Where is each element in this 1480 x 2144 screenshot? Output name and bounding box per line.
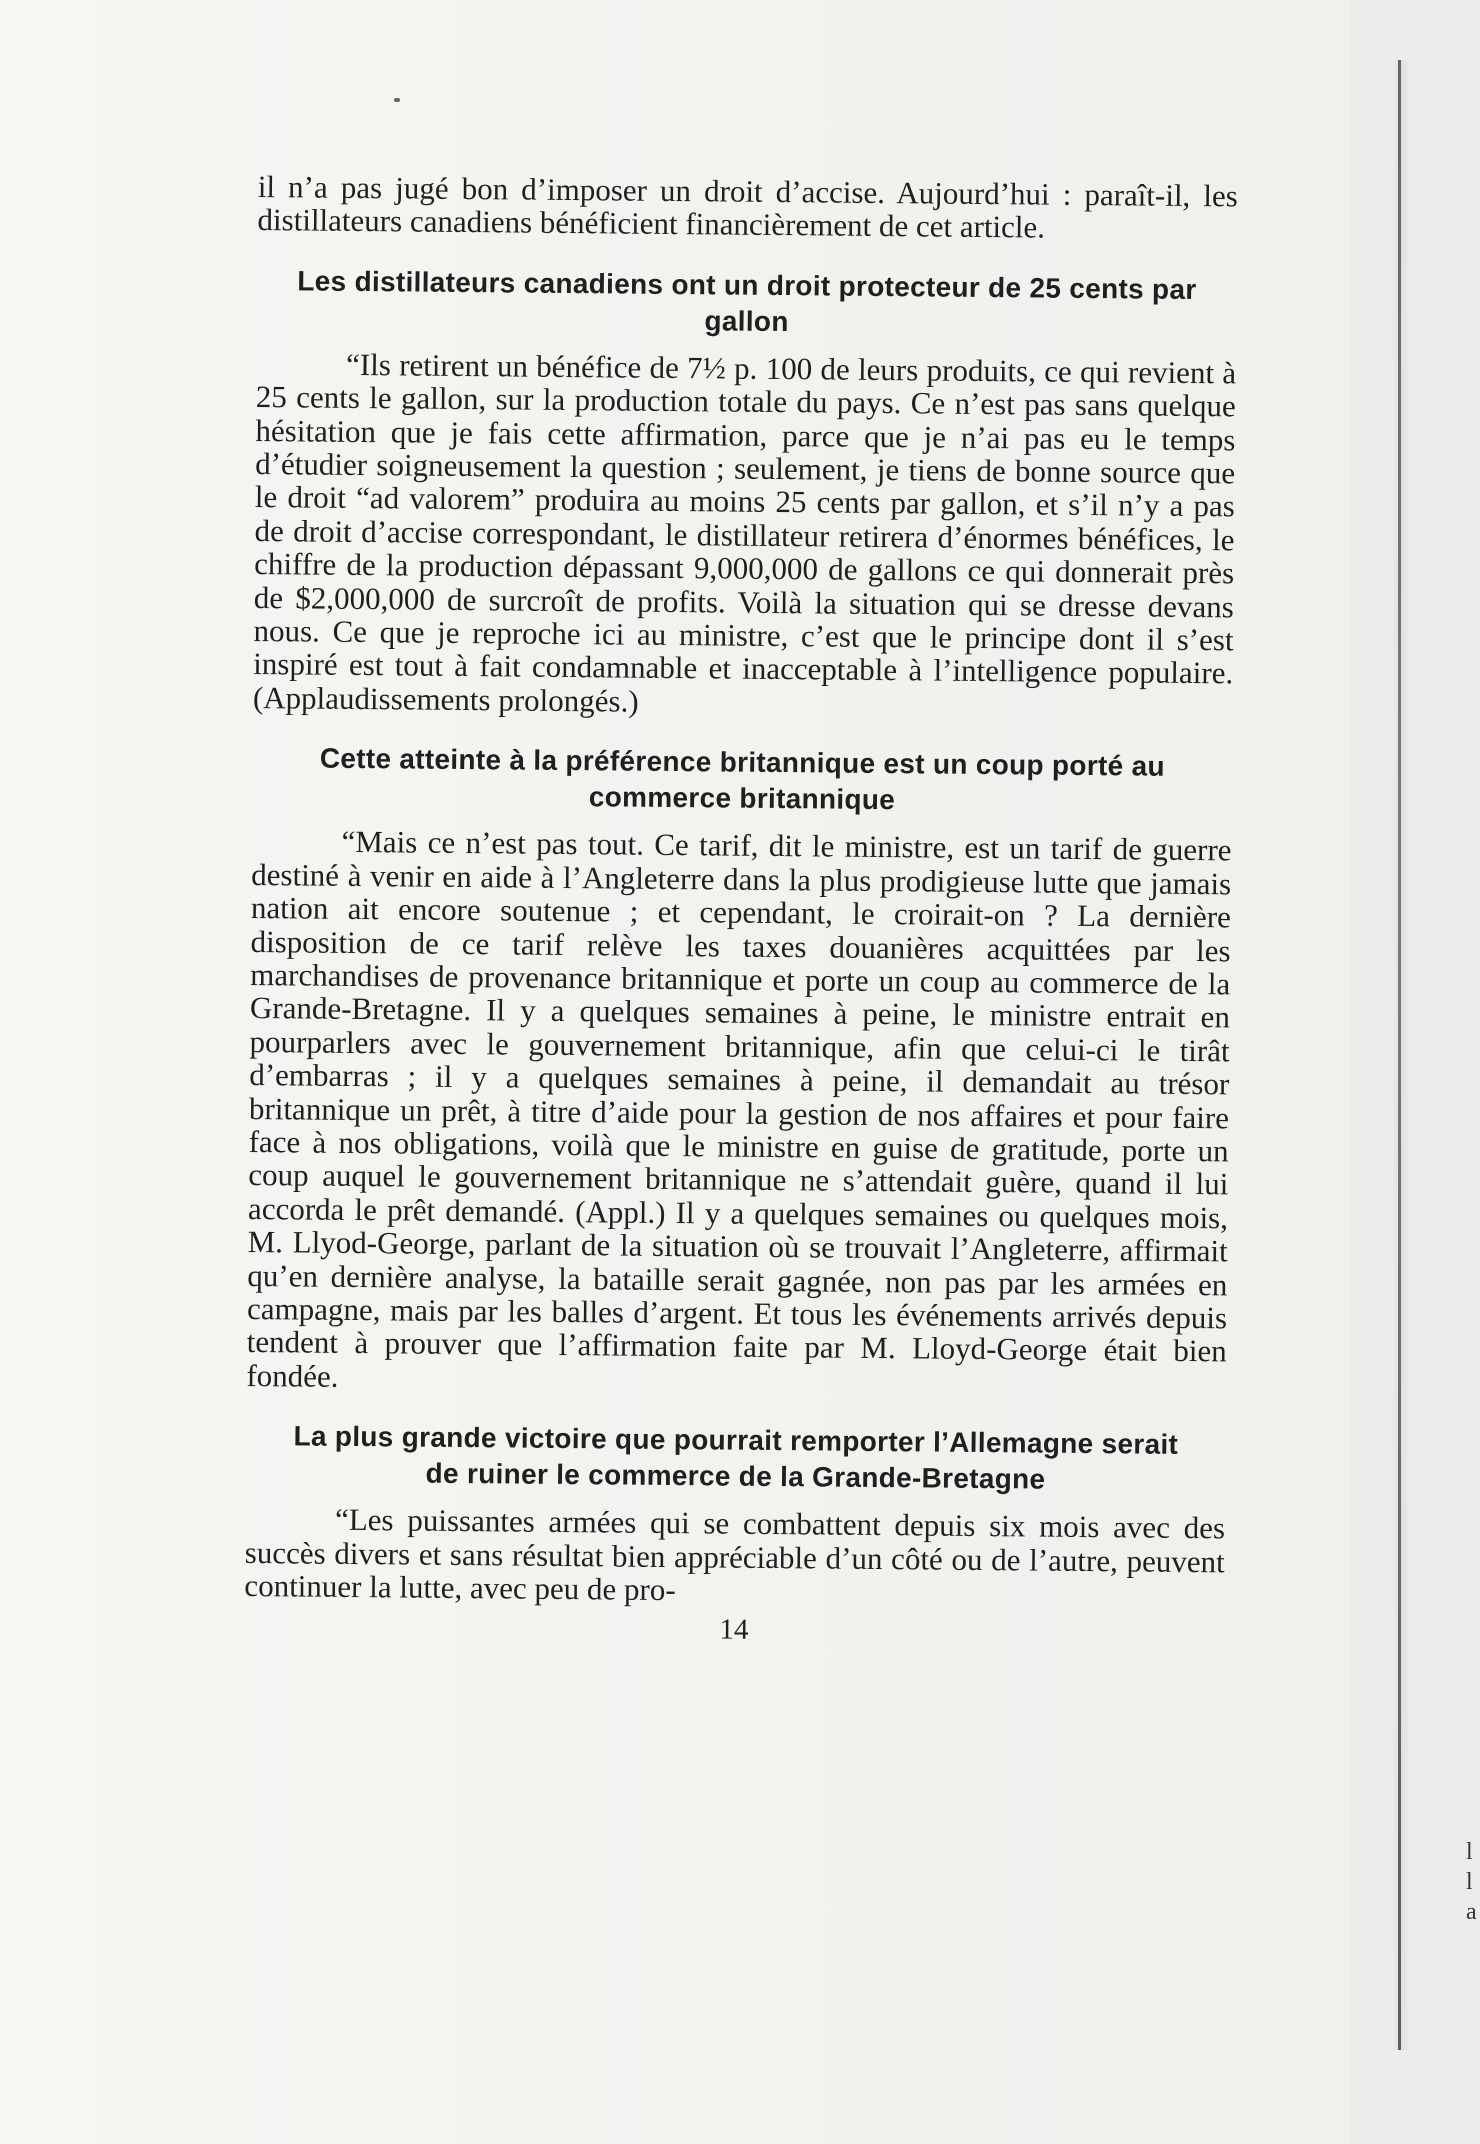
opening-paragraph: il n’a pas jugé bon d’imposer un droit d’accise. Aujourd’hui : paraît-il, les distillateurs canadiens bénéficient financièrement de cet article. [257,169,1238,245]
scan-speck [394,98,400,102]
section-heading: La plus grande victoire que pourrait remporter l’Allemagne serait de ruiner le commerce de la Grande-Bretagne [293,1420,1179,1495]
adjacent-page-letter: l [1466,1869,1473,1895]
section-heading: Les distillateurs canadiens ont un droit protecteur de 25 cents par gallon [297,265,1197,337]
adjacent-page-letter: l [1466,1839,1473,1865]
adjacent-page-margin [1350,0,1480,2144]
section-paragraph: “Mais ce n’est pas tout. Ce tarif, dit le ministre, est un tarif de guerre destiné à venir en aide à l’Angleterre dans la plus prodigieuse lutte que jamais nation ait encore soutenue ; et cependant, le croirait-on ? La dernière disposition de ce tarif relève les taxes douanières acquittées par les marchandises de provenance britannique et porte un coup au commerce de la Grande-Bretagne. Il y a quelques semaines à peine, le ministre entrait en pourparlers avec le gouvernement britannique, afin que celui-ci le tirât d’embarras ; il y a quelques semaines à peine, il demandait au trésor britannique un prêt, à titre d’aide pour la gestion de nos affaires et pour faire face à nos obligations, voilà que le ministre en guise de gratitude, porte un coup auquel le gouvernement britannique ne s’attendait guère, quand il lui accorda le prêt demandé. (Appl.) Il y a quelques semaines ou quelques mois, M. Llyod-George, parlant de la situation où se trouvait l’Angleterre, affirmait qu’en dernière analyse, la bataille serait gagnée, non pas par les armées en campagne, mais par les balles d’argent. Et tous les événements arrivés depuis tendent à prouver que l’affirmation faite par M. Lloyd-George était bien fondée. [246,824,1232,1394]
section-heading: Cette atteinte à la préférence britannique est un coup porté au commerce britannique [319,742,1165,816]
section-paragraph: “Ils retirent un bénéfice de 7½ p. 100 de leurs produits, ce qui revient à 25 cents le gallon, sur la production totale du pays. Ce n’est pas sans quelque hésitation que je fais cette affirmation, parce que je n’ai pas eu le temps d’étudier soigneusement la question ; seulement, je tiens de bonne source que le droit “ad valorem” produira au moins 25 cents par gallon, et s’il n’y a pas de droit d’accise correspondant, le distillateur retirera d’énormes bénéfices, le chiffre de la production dépassant 9,000,000 de gallons ce qui donnerait près de $2,000,000 de surcroît de profits. Voilà la situation qui se dresse devans nous. Ce que je reproche ici au ministre, c’est que le principe dont il s’est inspiré est tout à fait condamnable et inacceptable à l’intelligence populaire. (Applaudissements prolongés.) [252,346,1237,719]
adjacent-page-letter: a [1466,1899,1477,1925]
page-fold-line [1398,60,1401,2050]
page-text-block [244,170,1238,1652]
page-number: 14 [719,1613,749,1647]
section-paragraph: “Les puissantes armées qui se combattent depuis six mois avec des succès divers et sans résultat bien appréciable d’un côté ou de l’autre, peuvent continuer la lutte, avec peu de pro- [244,1501,1226,1608]
page-fold-shadow [1392,60,1410,2050]
